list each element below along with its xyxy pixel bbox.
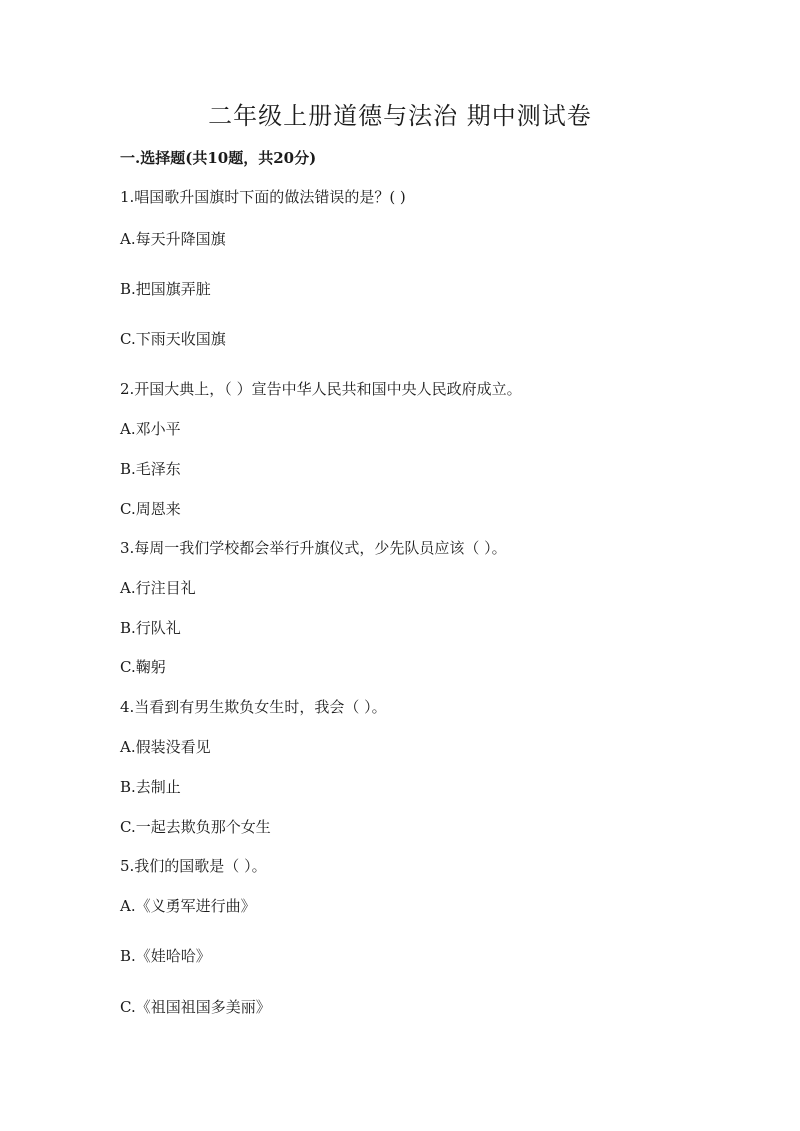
question-4-option-c: C.一起去欺负那个女生	[120, 818, 271, 836]
question-3-option-c: C.鞠躬	[120, 658, 166, 676]
question-3-stem: 3.每周一我们学校都会举行升旗仪式，少先队员应该（ ）。	[120, 539, 507, 557]
question-1-stem: 1.唱国歌升国旗时下面的做法错误的是？( )	[120, 188, 406, 206]
question-5-option-a: A.《义勇军进行曲》	[120, 897, 256, 915]
question-4-stem: 4.当看到有男生欺负女生时，我会（ ）。	[120, 698, 387, 716]
question-4-option-b: B.去制止	[120, 778, 181, 796]
question-2-option-c: C.周恩来	[120, 500, 181, 518]
question-3-option-a: A.行注目礼	[120, 579, 196, 597]
question-1-option-c: C.下雨天收国旗	[120, 330, 226, 348]
question-2-option-b: B.毛泽东	[120, 460, 181, 478]
section-heading: 一.选择题(共10题，共20分)	[120, 149, 317, 167]
question-3-option-b: B.行队礼	[120, 619, 181, 637]
question-1-option-b: B.把国旗弄脏	[120, 280, 211, 298]
page-title: 二年级上册道德与法治 期中测试卷	[208, 102, 592, 130]
question-1-option-a: A.每天升降国旗	[120, 230, 226, 248]
question-5-option-c: C.《祖国祖国多美丽》	[120, 998, 271, 1016]
question-2-stem: 2.开国大典上，（ ）宣告中华人民共和国中央人民政府成立。	[120, 380, 522, 398]
question-4-option-a: A.假装没看见	[120, 738, 211, 756]
question-5-option-b: B.《娃哈哈》	[120, 947, 211, 965]
question-2-option-a: A.邓小平	[120, 420, 181, 438]
question-5-stem: 5.我们的国歌是（ ）。	[120, 857, 267, 875]
